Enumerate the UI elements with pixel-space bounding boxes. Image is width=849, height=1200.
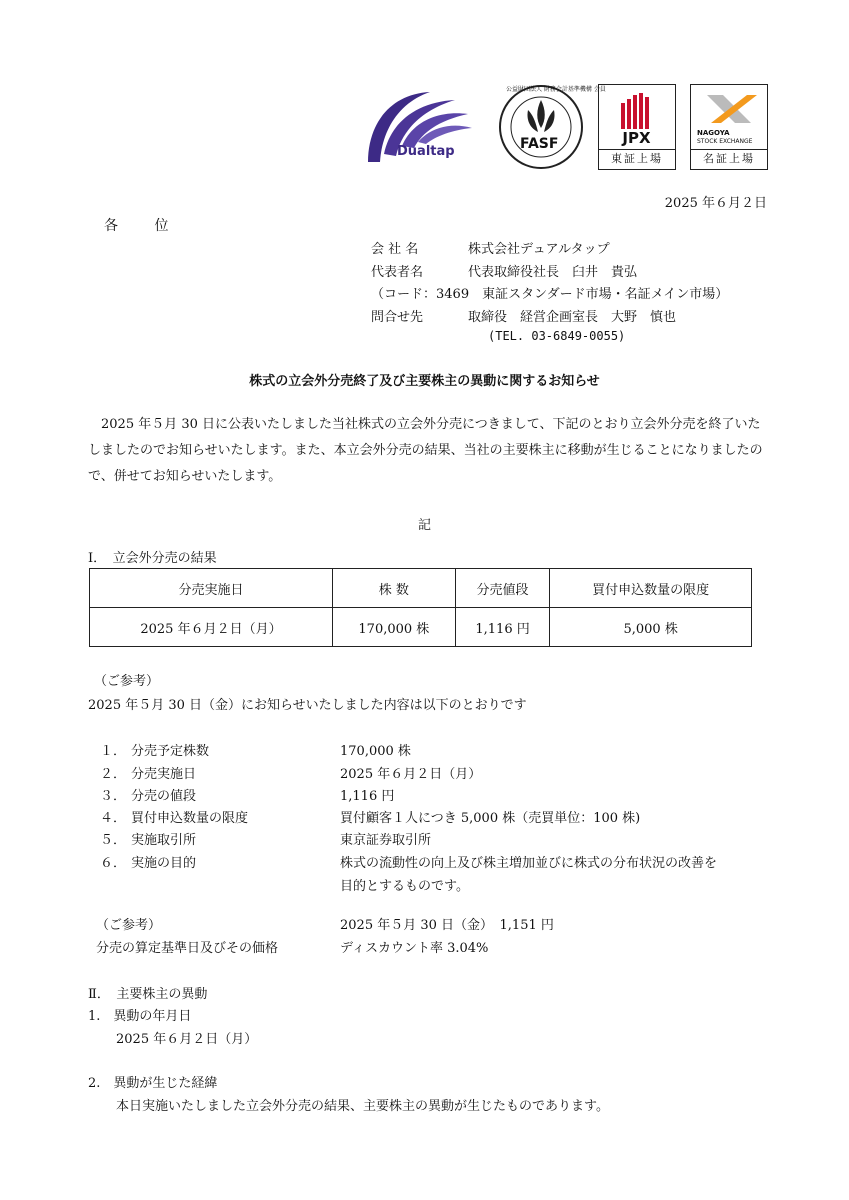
section-2-heading: Ⅱ． 主要株主の異動	[88, 987, 208, 1002]
reference-intro: 2025 年５月 30 日（金）にお知らせいたしました内容は以下のとおりです	[88, 698, 527, 713]
list-item-label: 分売予定株数	[131, 744, 210, 759]
contact-label: 問合せ先	[371, 310, 424, 325]
contact-phone: (TEL. 03-6849-0055)	[488, 329, 626, 343]
nse-wordmark-2: STOCK EXCHANGE	[697, 138, 753, 145]
fasf-ring-text: 公益財団法人 財務会計基準機構 会員	[506, 86, 606, 93]
section-2-item-2-heading: 2. 異動が生じた経緯	[88, 1076, 218, 1091]
representative-value: 代表取締役社長 臼井 貴弘	[468, 265, 638, 280]
section-2-item-2-value: 本日実施いたしました立会外分売の結果、主要株主の異動が生じたものであります。	[116, 1099, 609, 1114]
nse-wordmark-1: NAGOYA	[697, 129, 730, 137]
contact-value: 取締役 経営企画室長 大野 慎也	[468, 310, 677, 325]
document-title: 株式の立会外分売終了及び主要株主の異動に関するお知らせ	[249, 374, 600, 389]
fasf-emblem-icon	[498, 84, 606, 170]
list-item-label: 分売の値段	[131, 789, 197, 804]
list-item-label: 実施取引所	[131, 833, 197, 848]
list-item-value: 2025 年６月２日（月）	[340, 767, 482, 782]
company-name-label: 会 社 名	[371, 242, 419, 257]
company-name-value: 株式会社デュアルタップ	[468, 242, 610, 257]
result-table	[89, 568, 752, 647]
list-item-value: 1,116 円	[340, 789, 395, 804]
representative-label: 代表者名	[371, 265, 424, 280]
table-cell: 170,000 株	[332, 608, 455, 647]
section-1-heading: Ⅰ． 立会外分売の結果	[88, 551, 217, 566]
table-header-row	[90, 569, 752, 608]
list-item-value: 東京証券取引所	[340, 833, 432, 848]
reference-2-discount: ディスカウント率 3.04%	[340, 941, 489, 956]
table-cell: 1,116 円	[455, 608, 550, 647]
fasf-logo	[498, 84, 606, 170]
list-item-label: 買付申込数量の限度	[131, 811, 249, 826]
list-item-value: 株式の流動性の向上及び株主増加並びに株式の分布状況の改善を	[340, 856, 718, 871]
table-header-cell: 株 数	[332, 569, 455, 608]
nagoya-stock-exchange-logo	[690, 84, 768, 170]
jpx-listing-label: 東証上場	[599, 149, 675, 169]
nse-x-mark-icon	[691, 89, 766, 129]
list-item-number: ３．	[100, 789, 127, 804]
section-2-item-1-heading: 1. 異動の年月日	[88, 1009, 192, 1024]
reference-2-description: 分売の算定基準日及びその価格	[96, 941, 279, 956]
dualtap-wordmark: Dualtap	[397, 144, 455, 159]
list-item-number: ２．	[100, 767, 127, 782]
reference-label: （ご参考）	[94, 674, 160, 689]
ki-marker: 記	[417, 518, 431, 533]
table-header-cell: 分売値段	[455, 569, 550, 608]
list-item-value-continued: 目的とするものです。	[340, 879, 469, 894]
list-item-label: 分売実施日	[131, 767, 197, 782]
list-item-value: 買付顧客１人につき 5,000 株（売買単位：100 株)	[340, 811, 641, 826]
fasf-wordmark: FASF	[520, 136, 559, 152]
section-2-item-1-value: 2025 年６月２日（月）	[116, 1032, 258, 1047]
document-date: 2025 年６月２日	[664, 196, 767, 211]
addressee: 各 位	[104, 218, 185, 234]
table-cell: 5,000 株	[550, 608, 752, 647]
stock-code-line: （コード：3469 東証スタンダード市場・名証メイン市場）	[371, 287, 729, 302]
table-row	[90, 608, 752, 647]
table-header-cell: 分売実施日	[90, 569, 333, 608]
dualtap-logo	[360, 84, 490, 166]
list-item-number: １．	[100, 744, 127, 759]
reference-2-label: （ご参考）	[96, 918, 162, 933]
list-item-number: ５．	[100, 833, 127, 848]
nse-listing-label: 名証上場	[691, 149, 767, 169]
reference-2-price: 2025 年５月 30 日（金） 1,151 円	[340, 918, 554, 933]
table-cell: 2025 年６月２日（月）	[90, 608, 333, 647]
list-item-value: 170,000 株	[340, 744, 411, 759]
intro-paragraph: 2025 年５月 30 日に公表いたしました当社株式の立会外分売につきまして、下記のとおり立会外分売を終了いたしましたのでお知らせいたします。また、本立会外分売の結果、当社の主要株主に移動が生じることになりましたので、併せてお知らせいたします。	[88, 417, 763, 484]
jpx-logo	[598, 84, 676, 170]
jpx-wordmark: JPX	[622, 129, 651, 147]
list-item-label: 実施の目的	[131, 856, 197, 871]
list-item-number: ６．	[100, 856, 127, 871]
table-header-cell: 買付申込数量の限度	[550, 569, 752, 608]
list-item-number: ４．	[100, 811, 127, 826]
